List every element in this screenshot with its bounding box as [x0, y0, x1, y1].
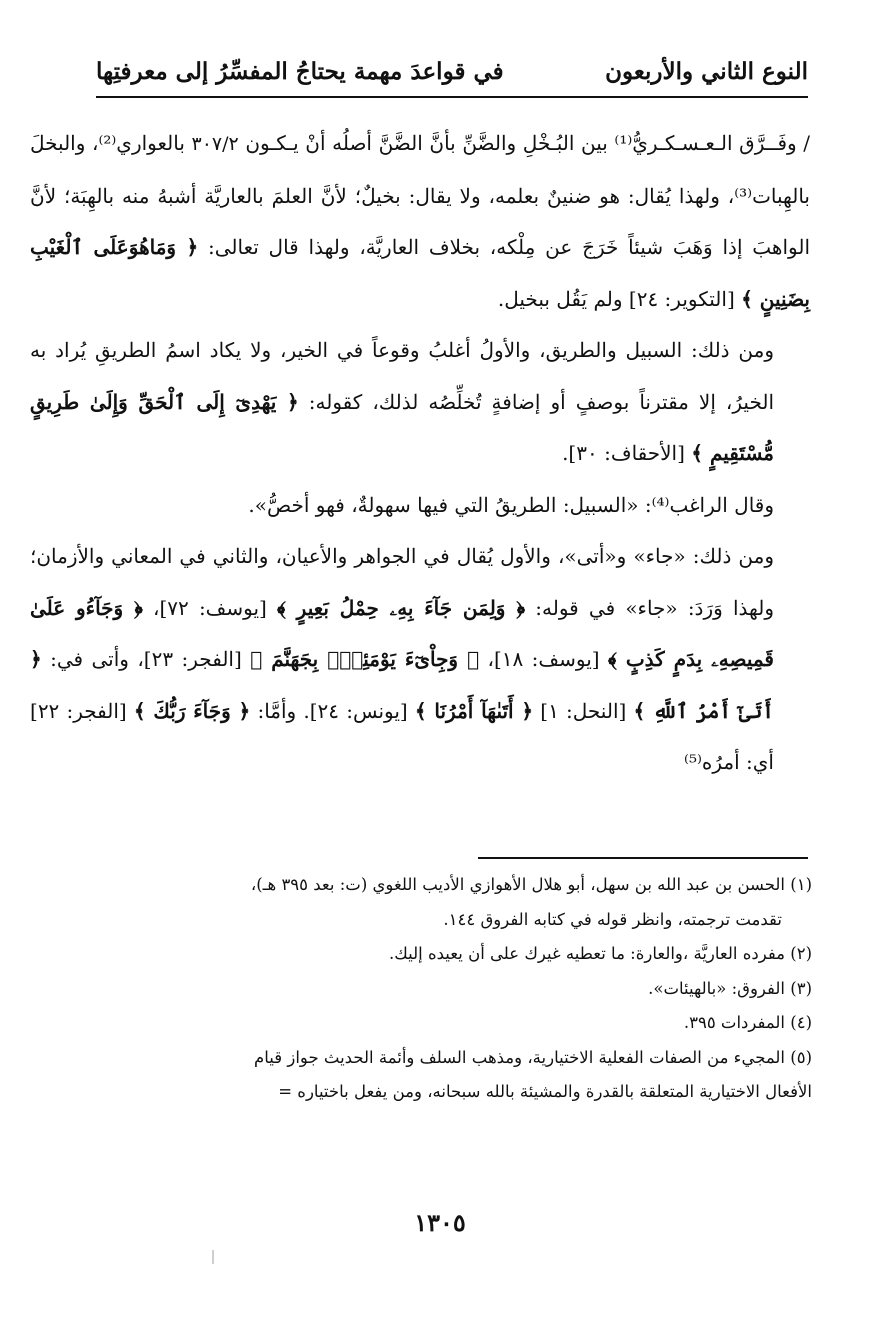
- footnote-divider: [478, 857, 808, 859]
- footnote-5: [60, 1041, 812, 1076]
- chapter-title: النوع الثاني والأربعون: [605, 58, 808, 85]
- paragraph-2-line-3-pre: كقوله:: [308, 389, 363, 414]
- paragraph-2-line-3-post: [الأحقاف: ٣٠].: [562, 441, 685, 465]
- paragraph-3-line-1: وقال الراغب⁽⁴⁾: «السبيل: الطريقُ التي فيها سهولةٌ، فهو أخصُّ».: [248, 492, 774, 517]
- running-header: [96, 52, 808, 92]
- main-text: [30, 118, 810, 789]
- paragraph-1-line-2: بالعواري⁽²⁾، والبخلَ بالهِبات⁽³⁾، ولهذا يُقال: هو ضنينٌ بعلمه، ولا يقال:: [30, 131, 810, 208]
- page-marker-slash: /: [803, 131, 811, 155]
- footnote-1-continuation: [60, 903, 812, 938]
- paragraph-2-line-1: ومن ذلك: السبيل والطريق، والأولُ أغلبُ وقوعاً في الخير، ولا يكاد: [209, 338, 775, 362]
- footnote-1-line-1: (١) الحسن بن عبد الله بن سهل، أبو هلال الأهوازي الأديب اللغوي (ت: بعد ٣٩٥ هـ)،: [250, 875, 812, 894]
- paragraph-2-line-2: اسمُ الطريقِ يُراد به الخيرُ، إلا مقترناً بوصفٍ أو إضافةٍ تُخلِّصُه لذلك،: [30, 338, 775, 414]
- quran-verse-yusuf-72: ﴿ وَلِمَن جَآءَ بِهِۦ حِمْلُ بَعِيرٍ ﴾: [277, 595, 526, 620]
- footnotes: [60, 868, 812, 1110]
- quran-verse-ahqaf: ﴿ يَهْدِىٓ إِلَى ٱلْحَقِّ وَإِلَىٰ طَرِيقٍ مُّسْتَقِيمٍ ﴾: [30, 389, 774, 465]
- footnote-4: [60, 1006, 812, 1041]
- quran-verse-yunus-24: ﴿ أَتَىٰهَآ أَمْرُنَا ﴾: [414, 698, 534, 723]
- citation-yusuf-72: [يوسف: ٧٢]،: [153, 595, 267, 620]
- citation-yunus-24: [يونس: ٢٤]. وأمَّا:: [257, 698, 408, 723]
- footnote-3: [60, 972, 812, 1007]
- footnote-2: [60, 937, 812, 972]
- paragraph-1-line-3: بخيلٌ؛ لأنَّ العلمَ بالعاريَّة أشبهُ منه بالهِبَة؛ لأنَّ الواهبَ إذا وَهَبَ شيئاً خَرَجَ: [30, 183, 810, 259]
- scan-edge-mark: [212, 1250, 214, 1264]
- citation-fajr-22: [الفجر: ٢٢] أي: أمرُه⁽⁵⁾: [30, 698, 774, 774]
- footnote-3-text: (٣) الفروق: «بالهيئات».: [648, 978, 812, 998]
- footnote-5-continuation: [60, 1075, 812, 1110]
- footnote-5-line-1: (٥) المجيء من الصفات الفعلية الاختيارية، ومذهب السلف وأئمة الحديث جواز قيام: [254, 1047, 812, 1067]
- citation-fajr-23: [الفجر: ٢٣]، وأتى في:: [50, 647, 242, 671]
- citation-nahl-1: [النحل: ١]: [540, 698, 627, 723]
- quran-verse-yusuf-18: ﴿ وَجَآءُو عَلَىٰ قَمِيصِهِۦ بِدَمٍ كَذِبٍ ﴾: [30, 595, 774, 671]
- paragraph-2: [30, 325, 810, 480]
- paragraph-4-line-1: ومن ذلك: «جاء» و«أتى»، والأول يُقال في الجواهر والأعيان، والثاني: [212, 544, 775, 568]
- footnote-4-text: (٤) المفردات ٣٩٥.: [683, 1013, 812, 1032]
- paragraph-3: [30, 480, 810, 532]
- citation-yusuf-18: [يوسف: ١٨]،: [487, 647, 600, 671]
- page-number: ١٣٠٥: [414, 1208, 466, 1237]
- paragraph-1-line-5: [التكوير: ٢٤] ولم يَقُل ببخيل.: [497, 286, 735, 311]
- footnote-5-line-2: الأفعال الاختيارية المتعلقة بالقدرة والمشيئة بالله سبحانه، ومن يفعل باختياره =: [278, 1082, 812, 1101]
- quran-verse-fajr-22: ﴿ وَجَآءَ رَبُّكَ ﴾: [133, 698, 251, 723]
- quran-verse-fajr-23: ﴿ وَجِاْىٓءَ يَوْمَئِذٍۭ بِجَهَنَّمَ ﴾: [250, 647, 480, 671]
- paragraph-4-line-2-pre: في المعاني والأزمان؛ ولهذا وَرَدَ: «جاء» في قوله:: [30, 544, 774, 620]
- paragraph-1: [30, 118, 810, 325]
- quran-verse-nahl-1: ﴿ أَتَىٰٓ أَمْرُ ٱللَّهِ ﴾: [30, 647, 775, 723]
- paragraph-1-line-4: عن مِلْكه، بخلاف العاريَّة، ولهذا قال تعالى:: [207, 235, 573, 259]
- quran-verse-takwir: ﴿ وَمَاهُوَعَلَى ٱلْغَيْبِ بِضَنِينٍ ﴾: [30, 235, 810, 311]
- footnote-2-text: (٢) مفرده العاريَّة ،والعارة: ما تعطيه غيرك على أن يعيده إليك.: [389, 944, 812, 963]
- paragraph-4: [30, 531, 810, 789]
- paragraph-1-line-1: وفَــرَّق الـعـسـكـريُّ⁽¹⁾ بين البُـخْلِ والضَّنِّ بأنَّ الضَّنَّ أصلُه أنْ يـكـون: [245, 131, 797, 155]
- header-divider: [96, 96, 808, 98]
- footnote-1: [60, 868, 812, 903]
- section-title: في قواعدَ مهمة يحتاجُ المفسِّرُ إلى معرفتِها: [96, 58, 504, 85]
- volume-page-reference: ٣٠٧/٢: [191, 133, 239, 155]
- footnote-1-line-2: تقدمت ترجمته، وانظر قوله في كتابه الفروق ١٤٤.: [443, 909, 782, 929]
